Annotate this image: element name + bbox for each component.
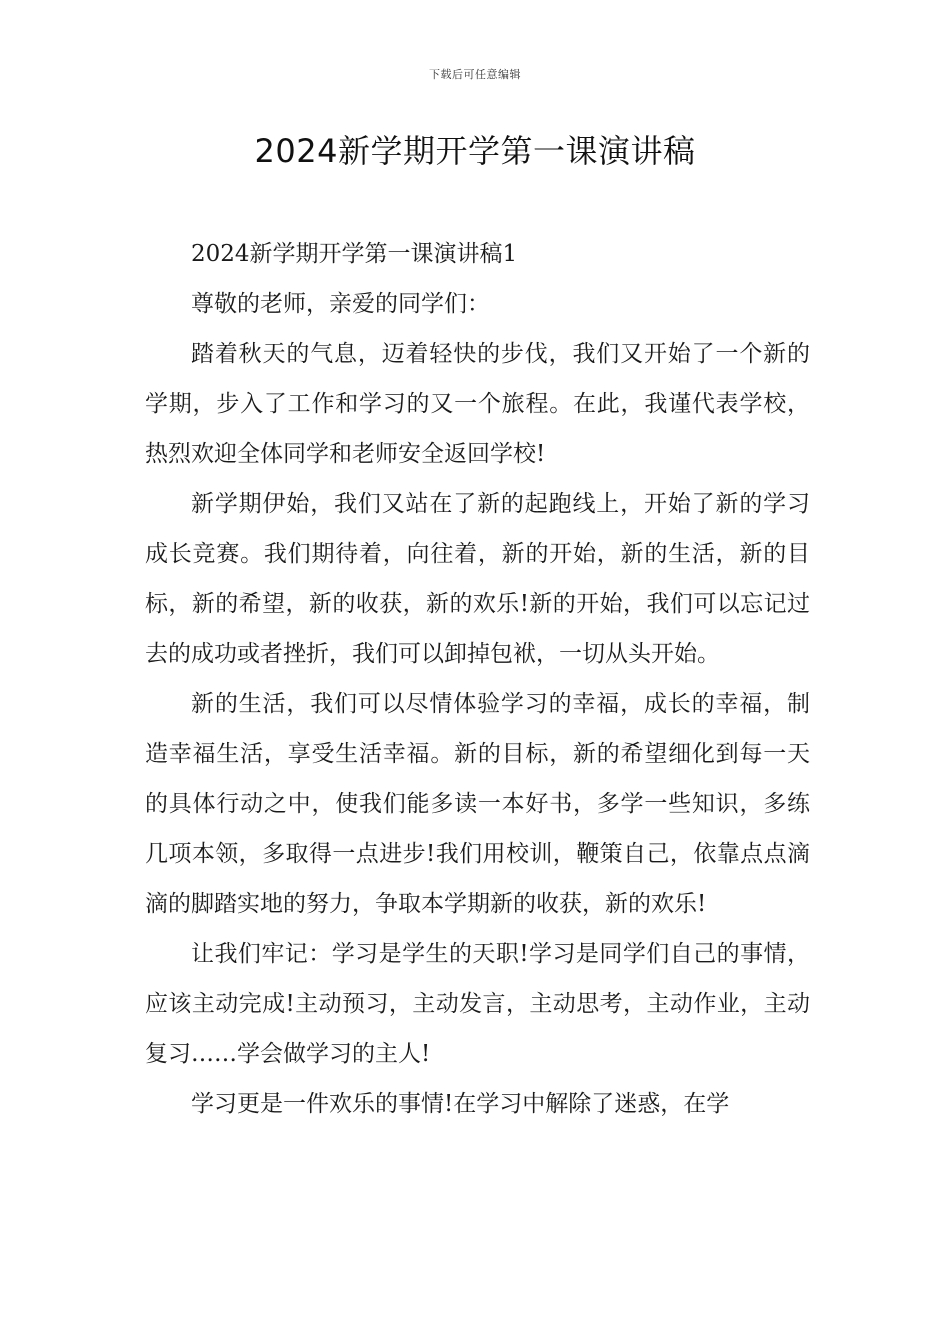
body-paragraph: 踏着秋天的气息，迈着轻快的步伐，我们又开始了一个新的学期，步入了工作和学习的又一个旅程。在此，我谨代表学校，热烈欢迎全体同学和老师安全返回学校!	[145, 341, 810, 467]
body-paragraph: 学习更是一件欢乐的事情!在学习中解除了迷惑，在学	[191, 1091, 730, 1117]
section-heading: 2024新学期开学第一课演讲稿1	[191, 241, 518, 267]
document-body	[145, 229, 810, 1129]
document-title: 2024新学期开学第一课演讲稿	[254, 132, 696, 170]
header-note: 下载后可任意编辑	[429, 68, 521, 81]
body-paragraph: 新学期伊始，我们又站在了新的起跑线上，开始了新的学习成长竞赛。我们期待着，向往着，新的开始，新的生活，新的目标，新的希望，新的收获，新的欢乐!新的开始，我们可以忘记过去的成功或者挫折，我们可以卸掉包袱，一切从头开始。	[145, 491, 810, 667]
salutation: 尊敬的老师，亲爱的同学们：	[191, 291, 490, 317]
body-paragraph: 新的生活，我们可以尽情体验学习的幸福，成长的幸福，制造幸福生活，享受生活幸福。新的目标，新的希望细化到每一天的具体行动之中，使我们能多读一本好书，多学一些知识，多练几项本领，多取得一点进步!我们用校训，鞭策自己，依靠点点滴滴的脚踏实地的努力，争取本学期新的收获，新的欢乐!	[145, 691, 810, 917]
body-paragraph: 让我们牢记：学习是学生的天职!学习是同学们自己的事情，应该主动完成!主动预习，主动发言，主动思考，主动作业，主动复习……学会做学习的主人!	[145, 941, 810, 1067]
